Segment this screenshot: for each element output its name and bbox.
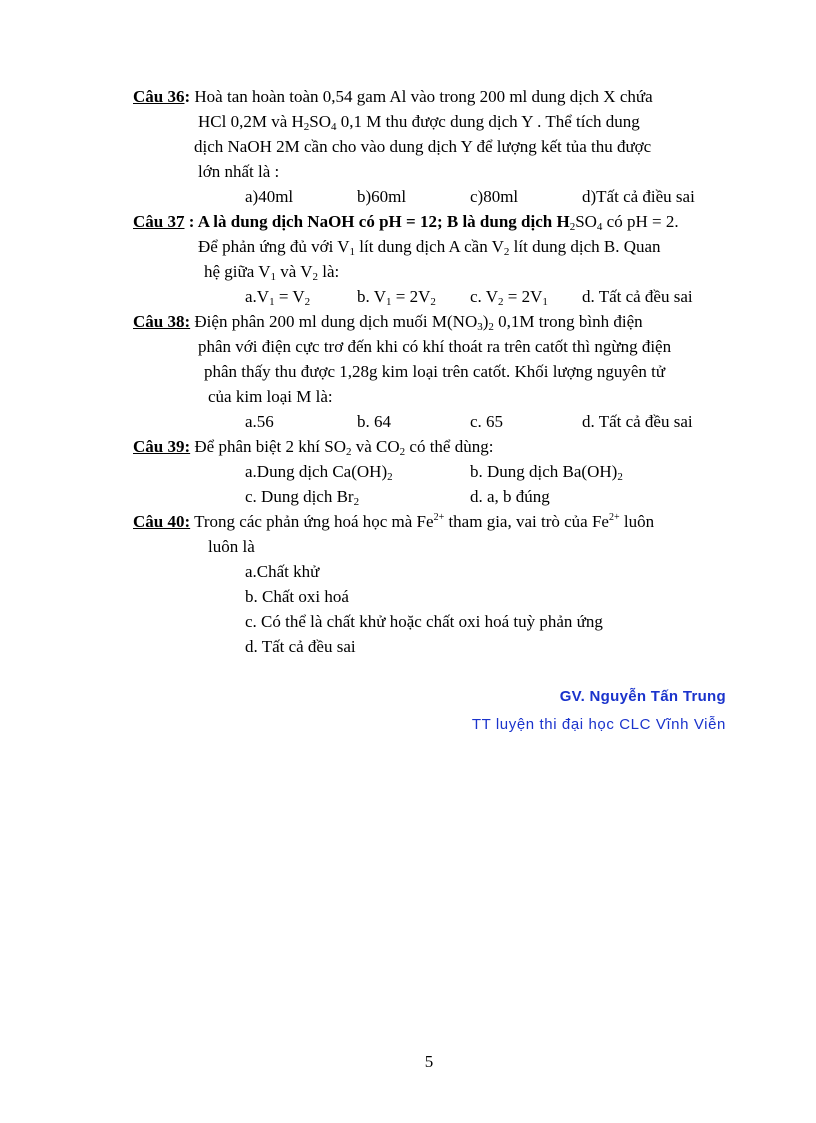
q39-option-d: d. a, b đúng xyxy=(470,487,550,506)
signature-name: GV. Nguyễn Tấn Trung xyxy=(559,688,726,705)
q38-option-b: b. 64 xyxy=(357,412,391,431)
signature-org: TT luyện thi đại học CLC Vĩnh Viễn xyxy=(471,716,726,733)
q39-option-c: c. Dung dịch $Br_2$ xyxy=(245,487,360,508)
q38-option-a: a.56 xyxy=(245,412,274,431)
q37-line-2: Để phản ứng đủ với $V_1$ lít dung dịch A cần $V_2$ lít dung dịch B. Quan xyxy=(198,237,661,258)
q38-option-c: c. 65 xyxy=(470,412,504,431)
q40-line-1: Câu 40: Trong các phản ứng hoá học mà $Fe^{2+}$ tham gia, vai trò của $Fe^{2+}$ luôn xyxy=(133,512,655,531)
q36-option-c: c)80ml xyxy=(470,187,519,206)
q40-label: Câu 40: xyxy=(133,512,191,531)
q40-option-c: c. Có thể là chất khử hoặc chất oxi hoá tuỳ phản ứng xyxy=(245,612,603,631)
q36-line-2: HCl 0,2M và $H_2SO_4$ 0,1 M thu được dung dịch Y . Thể tích dung xyxy=(198,112,640,133)
q38-line-2: phân với điện cực trơ đến khi có khí thoát ra trên catốt thì ngừng điện xyxy=(198,337,672,356)
q38-line-3: phân thấy thu được 1,28g kim loại trên catốt. Khối lượng nguyên tử xyxy=(204,362,666,381)
q40-option-b: b. Chất oxi hoá xyxy=(245,587,349,606)
q40-option-a: a.Chất khử xyxy=(245,562,320,581)
q36-label: Câu 36 xyxy=(133,87,185,106)
q39-option-b: b. Dung dịch $Ba(OH)_2$ xyxy=(470,462,623,483)
q37-option-a: $a.V_1 = V_2$ xyxy=(245,287,311,308)
q39-option-a: a.Dung dịch $Ca(OH)_2$ xyxy=(245,462,393,483)
q37-line-3: hệ giữa $V_1$ và $V_2$ là: xyxy=(204,262,340,283)
q38-line-4: của kim loại M là: xyxy=(208,387,333,406)
q36-option-b: b)60ml xyxy=(357,187,407,206)
q36-line-1: Câu 36: Hoà tan hoàn toàn 0,54 gam Al vào trong 200 ml dung dịch X chứa xyxy=(133,87,653,106)
q36-option-a: a)40ml xyxy=(245,187,294,206)
page-number: 5 xyxy=(424,1052,434,1071)
q39-label: Câu 39: xyxy=(133,437,191,456)
q36-option-d: d)Tất cả điều sai xyxy=(582,187,695,206)
q38-label: Câu 38: xyxy=(133,312,191,331)
q36-line-3: dịch NaOH 2M cần cho vào dung dịch Y để lượng kết tủa thu được xyxy=(194,137,652,156)
q37-label: Câu 37 xyxy=(133,212,185,231)
q37-option-d: d. Tất cả đều sai xyxy=(582,287,693,306)
q39-line-1: Câu 39: Để phân biệt 2 khí $SO_2$ và $CO_2$ có thể dùng: xyxy=(133,437,494,458)
q36-line-4: lớn nhất là : xyxy=(198,162,280,181)
q40-option-d: d. Tất cả đều sai xyxy=(245,637,356,656)
q38-line-1: Câu 38: Điện phân 200 ml dung dịch muối $M(NO_3)_2$ 0,1M trong bình điện xyxy=(133,312,643,333)
q37-option-b: b. $V_1 = 2V_2$ xyxy=(357,287,436,308)
q37-line-1: Câu 37 : A là dung dịch NaOH có pH = 12; B là dung dịch $H_2SO_4$ có pH = 2. xyxy=(133,212,679,233)
q38-option-d: d. Tất cả đều sai xyxy=(582,412,693,431)
q40-line-2: luôn là xyxy=(208,537,255,556)
q37-option-c: c. $V_2 = 2V_1$ xyxy=(470,287,548,308)
